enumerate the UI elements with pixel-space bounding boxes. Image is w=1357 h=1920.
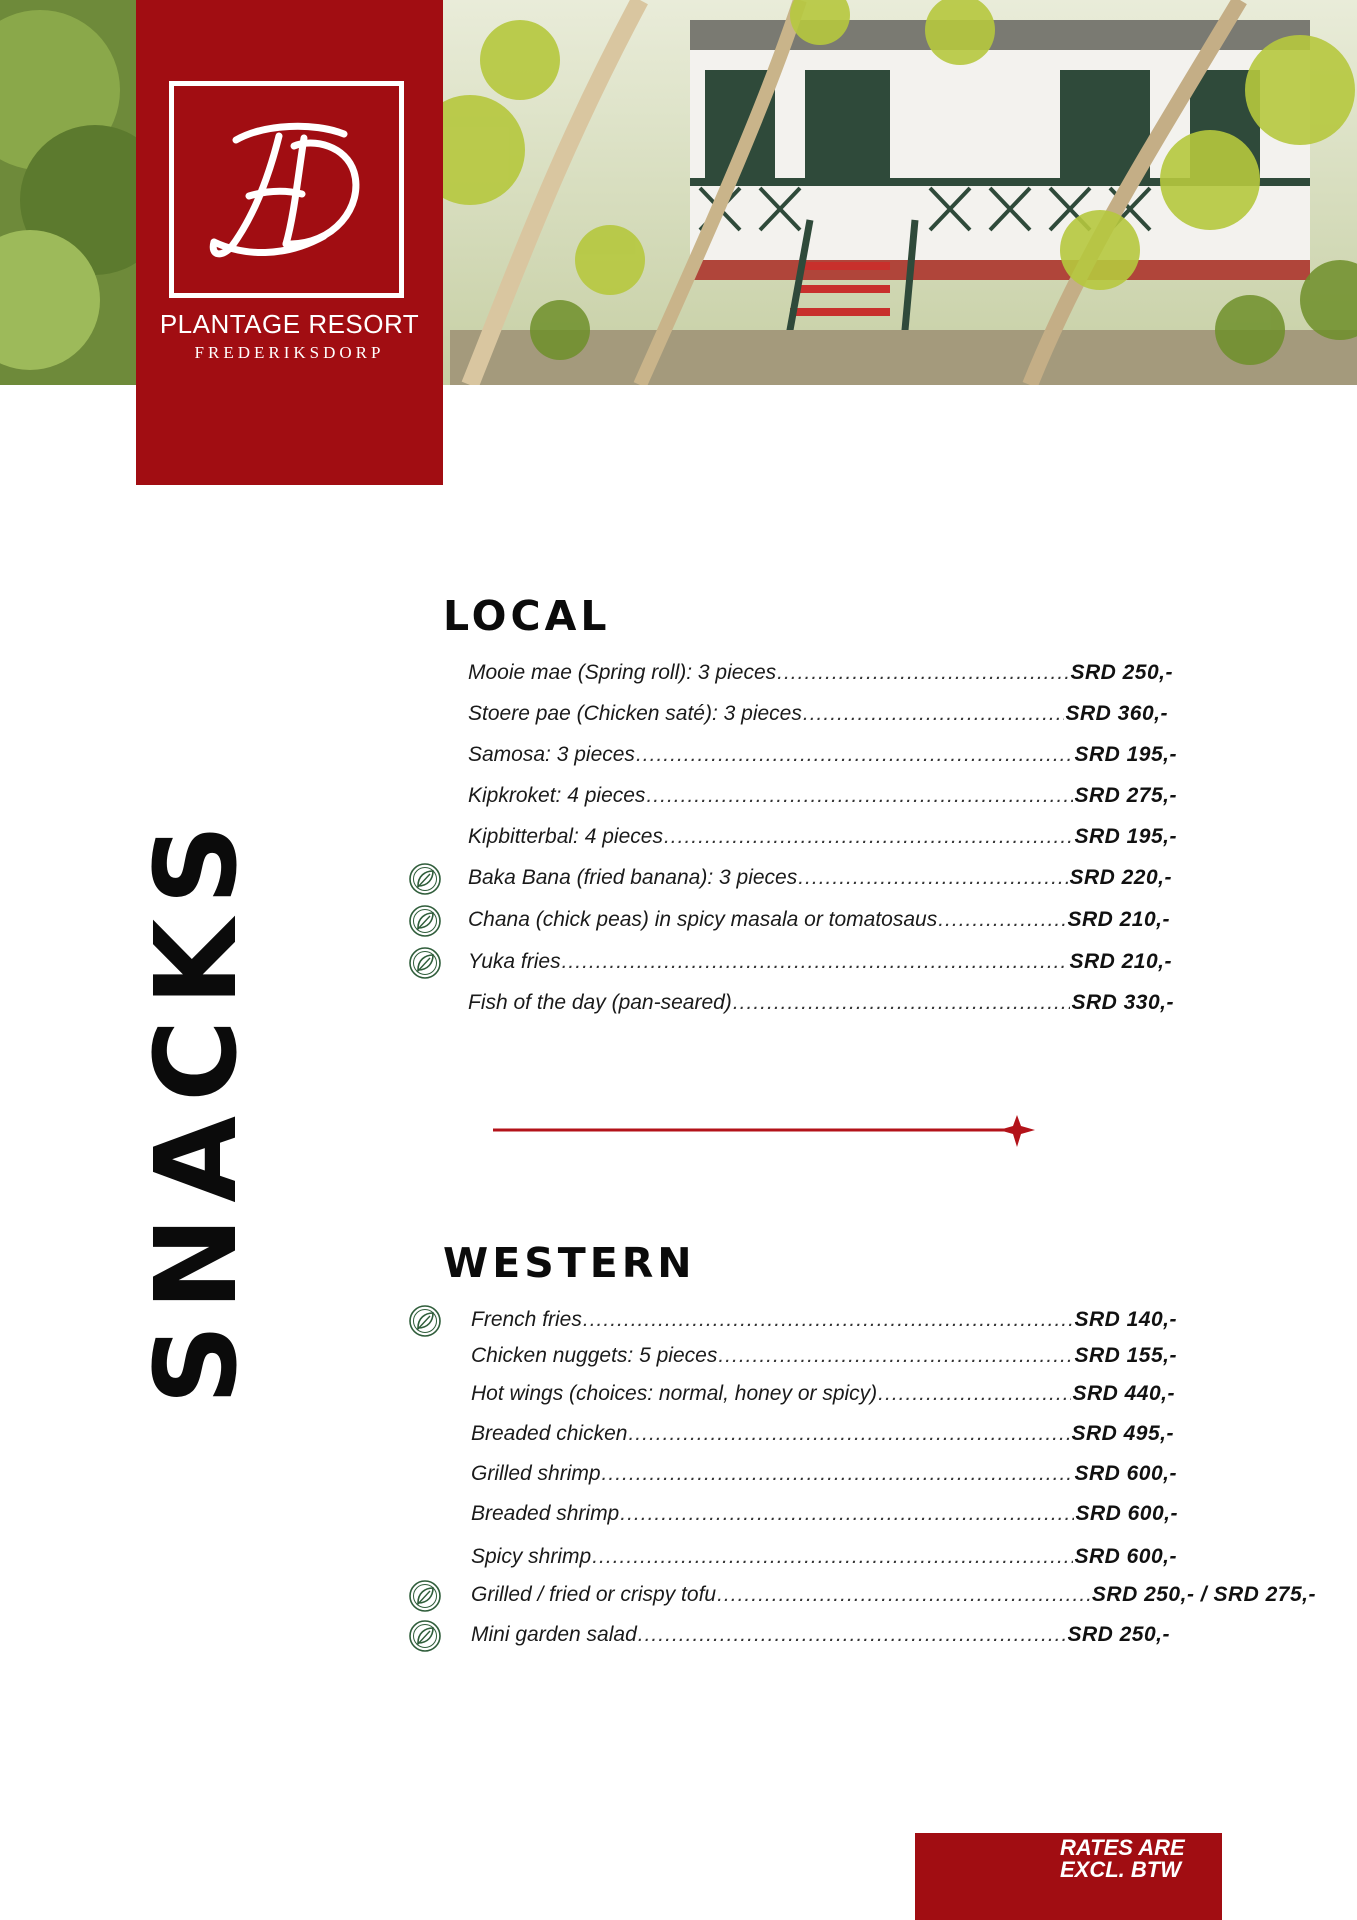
monogram-icon [174,86,399,293]
dot-leader [628,1421,1070,1447]
menu-item-name: Baka Bana (fried banana): 3 pieces [468,866,798,889]
leaf-icon [408,862,442,896]
rates-note [1060,1837,1210,1881]
menu-item-price: SRD 195,- [1074,743,1177,766]
menu-item [471,1461,1177,1487]
dot-leader [583,1307,1074,1333]
menu-item-name: Breaded chicken [471,1422,628,1445]
dot-leader [636,742,1074,768]
menu-item-price: SRD 210,- [1069,950,1172,973]
menu-item-price: SRD 275,- [1074,784,1177,807]
dot-leader [803,701,1065,727]
menu-item-name: Samosa: 3 pieces [468,743,635,766]
menu-item-name: Kipkroket: 4 pieces [468,784,646,807]
dot-leader [620,1501,1074,1527]
menu-item-name: Hot wings (choices: normal, honey or spicy) [471,1382,878,1405]
logo-monogram-frame [169,81,404,298]
menu-item-price: SRD 600,- [1074,1462,1177,1485]
menu-item-name: Kipbitterbal: 4 pieces [468,825,663,848]
leaf-icon [408,904,442,938]
menu-item-price: SRD 155,- [1074,1344,1177,1367]
page-title: SNACKS [132,810,262,1405]
menu-item-price: SRD 250,- / SRD 275,- [1091,1583,1316,1606]
menu-item [471,1582,1316,1608]
rates-line-2: EXCL. BTW [1060,1857,1181,1882]
section-heading-western: WESTERN [443,1239,696,1287]
dot-leader [733,990,1071,1016]
dot-leader [638,1622,1067,1648]
menu-item [471,1622,1170,1648]
sparkle-star-icon [999,1115,1035,1147]
dot-leader [646,783,1073,809]
rates-badge [915,1833,1222,1920]
menu-item-name: Chicken nuggets: 5 pieces [471,1344,718,1367]
menu-item-price: SRD 330,- [1071,991,1174,1014]
dot-leader [878,1381,1071,1407]
menu-item-price: SRD 210,- [1067,908,1170,931]
dot-leader [938,907,1066,933]
menu-item-price: SRD 440,- [1072,1382,1175,1405]
menu-item [471,1343,1177,1369]
menu-item [468,742,1177,768]
leaf-icon [408,1304,442,1338]
dot-leader [664,824,1074,850]
menu-item-price: SRD 495,- [1071,1422,1174,1445]
menu-item-price: SRD 600,- [1074,1545,1177,1568]
rates-line-1: RATES ARE [1060,1835,1185,1860]
menu-item-price: SRD 250,- [1067,1623,1170,1646]
dot-leader [592,1544,1073,1570]
leaf-icon [408,946,442,980]
menu-item-price: SRD 600,- [1075,1502,1178,1525]
menu-item [471,1421,1174,1447]
menu-item [468,949,1172,975]
menu-item-price: SRD 250,- [1070,661,1173,684]
section-divider [493,1113,1038,1149]
menu-item-name: Mini garden salad [471,1623,637,1646]
menu-item-name: Fish of the day (pan-seared) [468,991,732,1014]
dot-leader [602,1461,1074,1487]
dot-leader [562,949,1069,975]
menu-item-name: Grilled / fried or crispy tofu [471,1583,717,1606]
menu-item-price: SRD 195,- [1074,825,1177,848]
resort-logo [136,0,443,485]
menu-item [468,865,1172,891]
menu-item [471,1544,1177,1570]
menu-item [468,990,1174,1016]
menu-item [468,824,1177,850]
leaf-icon [408,1619,442,1653]
menu-item-name: French fries [471,1308,582,1331]
logo-title: PLANTAGE RESORT [159,309,420,339]
menu-item [468,907,1170,933]
menu-item-name: Yuka fries [468,950,561,973]
leaf-icon [408,1579,442,1613]
menu-item-name: Mooie mae (Spring roll): 3 pieces [468,661,777,684]
dot-leader [777,660,1069,686]
menu-item [471,1381,1175,1407]
menu-item-name: Chana (chick peas) in spicy masala or tomatosaus [468,908,938,931]
menu-item [468,660,1173,686]
dot-leader [717,1582,1091,1608]
dot-leader [798,865,1068,891]
menu-item [471,1307,1177,1333]
menu-item [471,1501,1178,1527]
menu-item-price: SRD 220,- [1069,866,1172,889]
menu-item-price: SRD 360,- [1065,702,1168,725]
section-heading-local: LOCAL [443,592,611,640]
logo-subtitle: FREDERIKSDORP [194,343,385,362]
menu-item-name: Stoere pae (Chicken saté): 3 pieces [468,702,802,725]
menu-item-name: Spicy shrimp [471,1545,592,1568]
menu-item [468,701,1168,727]
menu-item-name: Grilled shrimp [471,1462,601,1485]
menu-item [468,783,1177,809]
menu-item-name: Breaded shrimp [471,1502,620,1525]
dot-leader [718,1343,1073,1369]
menu-item-price: SRD 140,- [1074,1308,1177,1331]
